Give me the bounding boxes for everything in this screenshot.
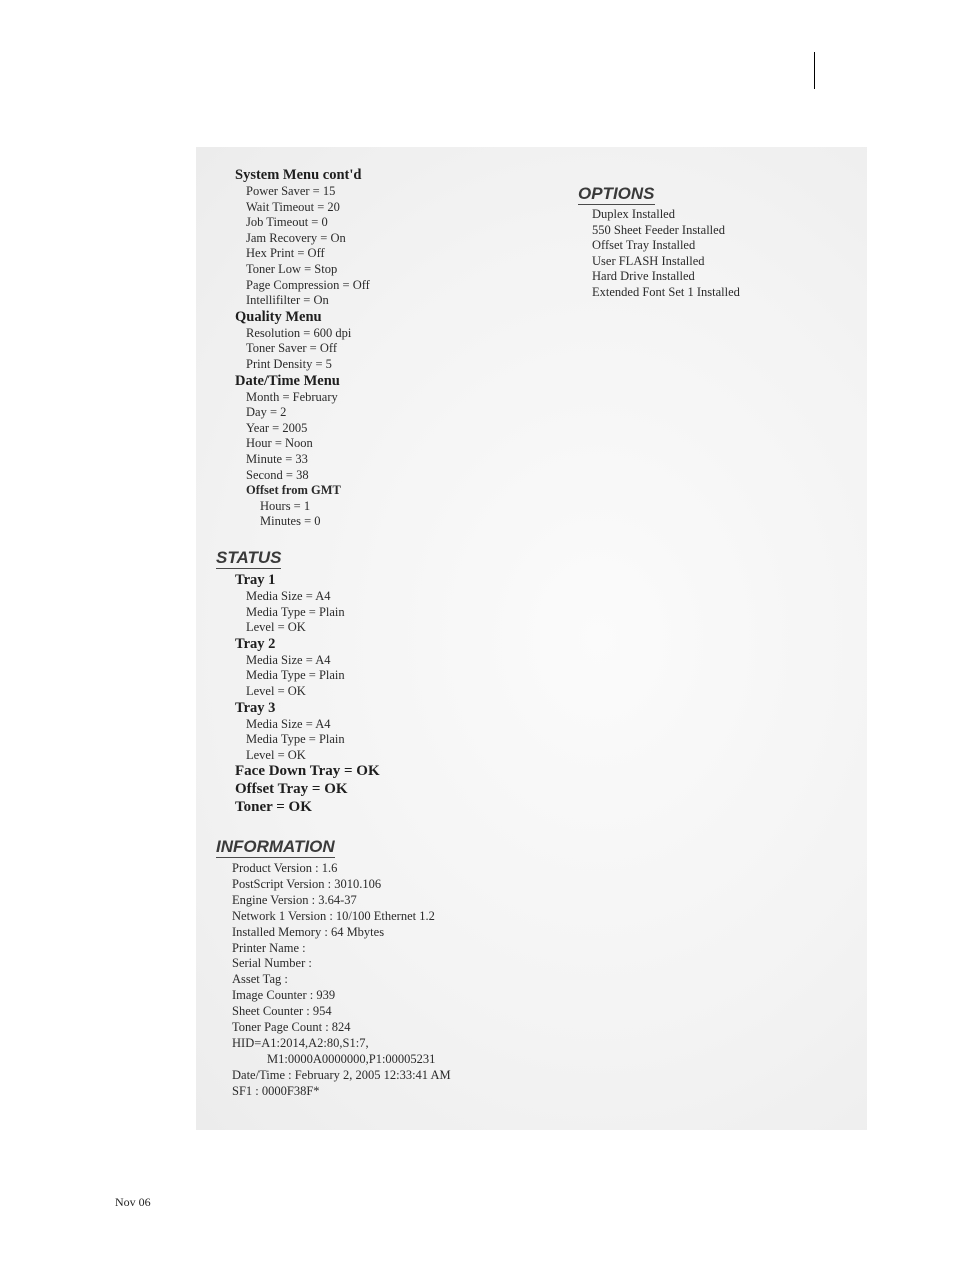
info-item: Engine Version : 3.64-37 — [232, 892, 357, 907]
status-list — [235, 572, 380, 817]
info-sf1: SF1 : 0000F38F* — [232, 1083, 320, 1098]
info-item: Product Version : 1.6 — [232, 861, 338, 875]
quality-menu-item: Resolution = 600 dpi — [246, 325, 352, 340]
offset-gmt-item: Hours = 1 — [260, 498, 311, 513]
tray-3-heading: Tray 3 — [235, 699, 276, 716]
system-menu-item: Jam Recovery = On — [246, 230, 346, 245]
system-menu-item: Toner Low = Stop — [246, 261, 338, 276]
info-datetime: Date/Time : February 2, 2005 12:33:41 AM — [232, 1067, 451, 1082]
offset-tray-status: Offset Tray = OK — [235, 781, 348, 798]
info-hid-continuation: M1:0000A0000000,P1:00005231 — [267, 1051, 436, 1066]
tray-3-item: Media Size = A4 — [246, 716, 331, 731]
tray-2-item: Media Size = A4 — [246, 652, 331, 667]
system-menu-item: Intellifilter = On — [246, 293, 329, 308]
tray-2-item: Media Type = Plain — [246, 668, 345, 683]
tray-1-item: Media Type = Plain — [246, 604, 345, 619]
info-item: Asset Tag : — [232, 972, 288, 987]
datetime-menu-heading: Date/Time Menu — [235, 372, 340, 389]
info-item: Installed Memory : 64 Mbytes — [232, 924, 385, 939]
options-item: Offset Tray Installed — [592, 238, 696, 253]
status-title: STATUS — [216, 548, 282, 567]
left-column — [235, 167, 370, 530]
quality-menu-item: Print Density = 5 — [246, 356, 332, 371]
info-item: Serial Number : — [232, 956, 312, 971]
datetime-menu-item: Day = 2 — [246, 405, 287, 420]
system-menu-heading: System Menu cont'd — [235, 167, 362, 183]
offset-gmt-item: Minutes = 0 — [260, 514, 321, 529]
info-item: HID=A1:2014,A2:80,S1:7, — [232, 1035, 369, 1050]
tray-2-heading: Tray 2 — [235, 635, 276, 652]
tray-1-item: Media Size = A4 — [246, 589, 331, 603]
datetime-menu-item: Minute = 33 — [246, 451, 308, 466]
system-menu-item: Page Compression = Off — [246, 277, 370, 292]
information-list — [232, 861, 451, 1100]
quality-menu-heading: Quality Menu — [235, 308, 322, 325]
info-item: Image Counter : 939 — [232, 988, 336, 1003]
options-item: Extended Font Set 1 Installed — [592, 284, 740, 299]
info-item: Toner Page Count : 824 — [232, 1020, 351, 1035]
page-footer: Nov 06 — [115, 1195, 151, 1209]
info-item: Network 1 Version : 10/100 Ethernet 1.2 — [232, 908, 435, 923]
options-item: 550 Sheet Feeder Installed — [592, 222, 725, 237]
info-item: PostScript Version : 3010.106 — [232, 876, 382, 891]
datetime-menu-item: Year = 2005 — [246, 420, 308, 435]
tray-2-item: Level = OK — [246, 683, 306, 698]
system-menu-item: Hex Print = Off — [246, 246, 325, 261]
datetime-menu-item: Hour = Noon — [246, 436, 313, 451]
quality-menu-item: Toner Saver = Off — [246, 341, 337, 356]
options-item: Duplex Installed — [592, 207, 675, 221]
options-item: User FLASH Installed — [592, 253, 705, 268]
system-menu-item: Power Saver = 15 — [246, 184, 336, 198]
face-down-tray-status: Face Down Tray = OK — [235, 763, 380, 780]
information-title: INFORMATION — [216, 837, 335, 856]
datetime-menu-item: Month = February — [246, 389, 338, 404]
toner-status: Toner = OK — [235, 798, 312, 815]
tray-3-item: Level = OK — [246, 747, 306, 762]
tray-1-heading: Tray 1 — [235, 572, 276, 588]
offset-gmt-heading: Offset from GMT — [246, 483, 341, 498]
datetime-menu-item: Second = 38 — [246, 467, 309, 482]
tray-1-item: Level = OK — [246, 620, 306, 635]
page-margin-rule — [814, 52, 815, 89]
options-list — [592, 207, 740, 301]
tray-3-item: Media Type = Plain — [246, 732, 345, 747]
system-menu-item: Job Timeout = 0 — [246, 215, 328, 230]
options-item: Hard Drive Installed — [592, 269, 695, 284]
system-menu-item: Wait Timeout = 20 — [246, 199, 340, 214]
options-title: OPTIONS — [578, 184, 655, 203]
info-item: Printer Name : — [232, 940, 306, 955]
info-item: Sheet Counter : 954 — [232, 1004, 332, 1019]
